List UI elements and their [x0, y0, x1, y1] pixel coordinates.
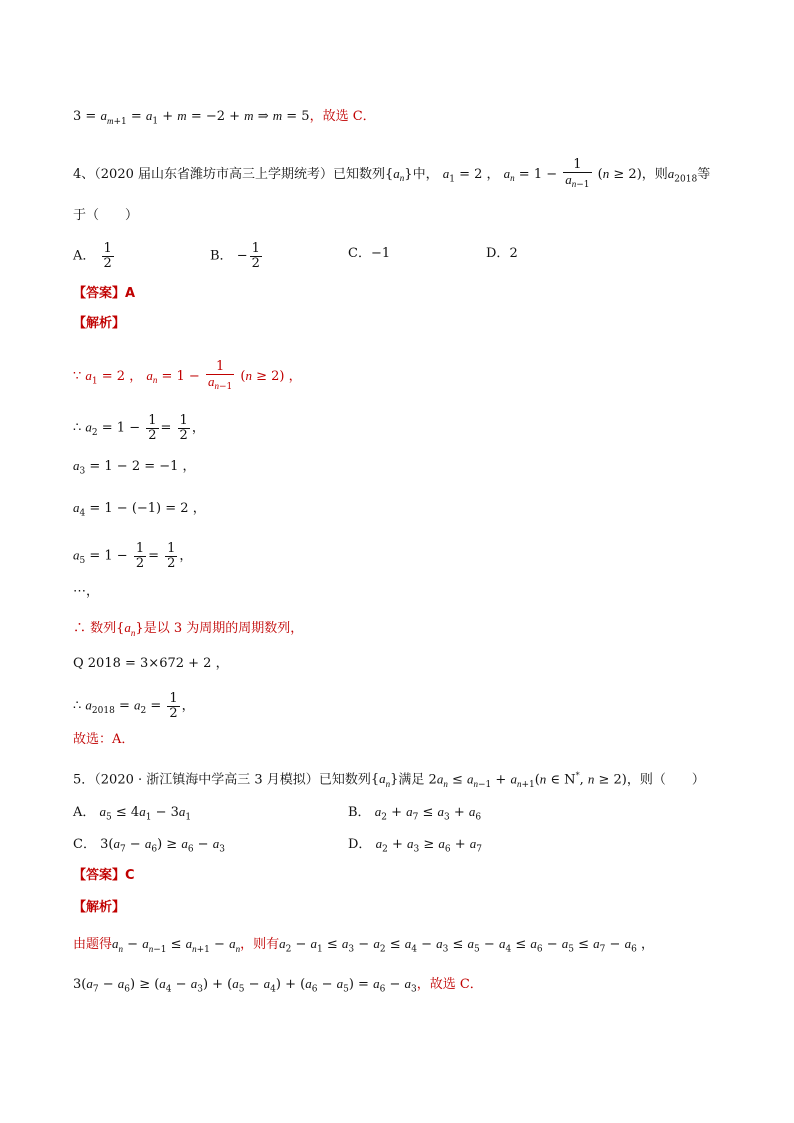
- q4-conclusion: 故选：A．: [73, 732, 135, 747]
- q4-stem-c: ，则: [641, 166, 668, 182]
- q5-analysis-line2: $3(a_7 - a_6) \ge (a_4 - a_3) + (a_5 - a_4) + (a_6 - a_5) = a_6 - a_3$，故选 C．: [73, 976, 483, 995]
- q5-option-d: D． $a_2 + a_3 \ge a_6 + a_7$: [348, 836, 483, 855]
- prev-solution-line: [73, 106, 376, 132]
- q4-step-4: $a_4 = 1 - (-1) = 2$ ，: [73, 500, 206, 519]
- q4-stem-d: 等: [697, 166, 711, 182]
- q5-option-c: C． $3(a_7 - a_6) \ge a_6 - a_3$: [73, 836, 225, 855]
- q5-answer-value: C: [125, 868, 135, 883]
- q4-answer-value: A: [125, 286, 136, 301]
- q4-source: （2020 届山东省潍坊市高三上学期统考）: [94, 166, 333, 182]
- q4-answer: [73, 284, 135, 304]
- q5-option-a: A． $a_5 \le 4a_1 - 3a_1$: [73, 804, 192, 823]
- q4-number: 4、: [73, 166, 95, 182]
- q5-answer: [73, 866, 135, 886]
- q4-stem-a: 已知数列: [333, 166, 386, 182]
- prev-solution-conclusion: ，故选 C．: [309, 109, 376, 124]
- q4-step-9: ∴ $a_{2018} = a_2$ = $\frac{1}{2}$ ，: [73, 691, 195, 721]
- q4-step-3: $a_3 = 1 - 2 = -1$ ，: [73, 458, 196, 477]
- q4-option-a: A． $\frac{1}{2}$: [73, 241, 112, 271]
- prev-solution-math: $3 = a_{m+1} = a_1 + m = -2 + m$ ⇒ m = 5: [73, 108, 310, 127]
- q5-option-b: B． $a_2 + a_7 \le a_3 + a_6$: [348, 804, 482, 823]
- q5-answer-label: 【答案】: [73, 868, 126, 883]
- q4-stem-b: 中，: [412, 166, 439, 182]
- q4-analysis-label: 【解析】: [73, 316, 126, 331]
- q4-option-b: B． − $\frac{1}{2}$: [210, 241, 260, 271]
- q4-option-d: D．2: [486, 246, 518, 261]
- q4-step-5: $a_5 = 1$ − $\frac{1}{2}$ = $\frac{1}{2}$ ，: [73, 541, 193, 571]
- q4-step-2: ∴ $a_2 = 1$ − $\frac{1}{2}$ = $\frac{1}{2}$ ，: [73, 413, 205, 443]
- q4-stem-line2: 于（ ）: [73, 208, 139, 223]
- q5-analysis-label: 【解析】: [73, 900, 126, 915]
- q4-step-8: Q 2018 = 3×672 + 2 ，: [73, 656, 229, 671]
- q4-step-7: ∴ 数列$\{a_n\}$是以 3 为周期的周期数列，: [73, 620, 304, 638]
- q5-analysis-line1: 由题得$a_n - a_{n-1} \le a_{n+1} - a_n$，则有$a_2 - a_1 \le a_3 - a_2 \le a_4 - a_3 \le a_5 - a_4 \le a_6 - a_5 \le a_7 - a_6$ ，: [73, 936, 654, 955]
- q5-source: （2020 · 浙江镇海中学高三 3 月模拟）: [94, 772, 319, 788]
- q4-recurrence-fraction: $\frac{1}{a_{n-1}}$: [565, 157, 590, 191]
- q5-stem: 5．（2020 · 浙江镇海中学高三 3 月模拟）已知数列$\{a_n\}$满足 $2a_n \le a_{n-1} + a_{n+1}(n$ ∈ N*, n ≥ 2)，则（ ）: [73, 771, 705, 790]
- q4-stem: 4、（2020 届山东省潍坊市高三上学期统考）已知数列$\{a_n\}$中， $a_1 = 2$ ， $a_n = 1$ − $\frac{1}{a_{n-1}}$ (n ≥ 2)，则$a_{2018}$等: [73, 157, 711, 191]
- q4-step-6: ⋯，: [73, 584, 100, 599]
- q5-number: 5．: [73, 772, 95, 788]
- q4-option-c: C．−1: [348, 246, 391, 261]
- q4-answer-label: 【答案】: [73, 286, 126, 301]
- q4-step-1: ∵ $a_1 = 2$ ， $a_n = 1$ − $\frac{1}{a_{n-1}}$ (n ≥ 2) ，: [73, 359, 302, 393]
